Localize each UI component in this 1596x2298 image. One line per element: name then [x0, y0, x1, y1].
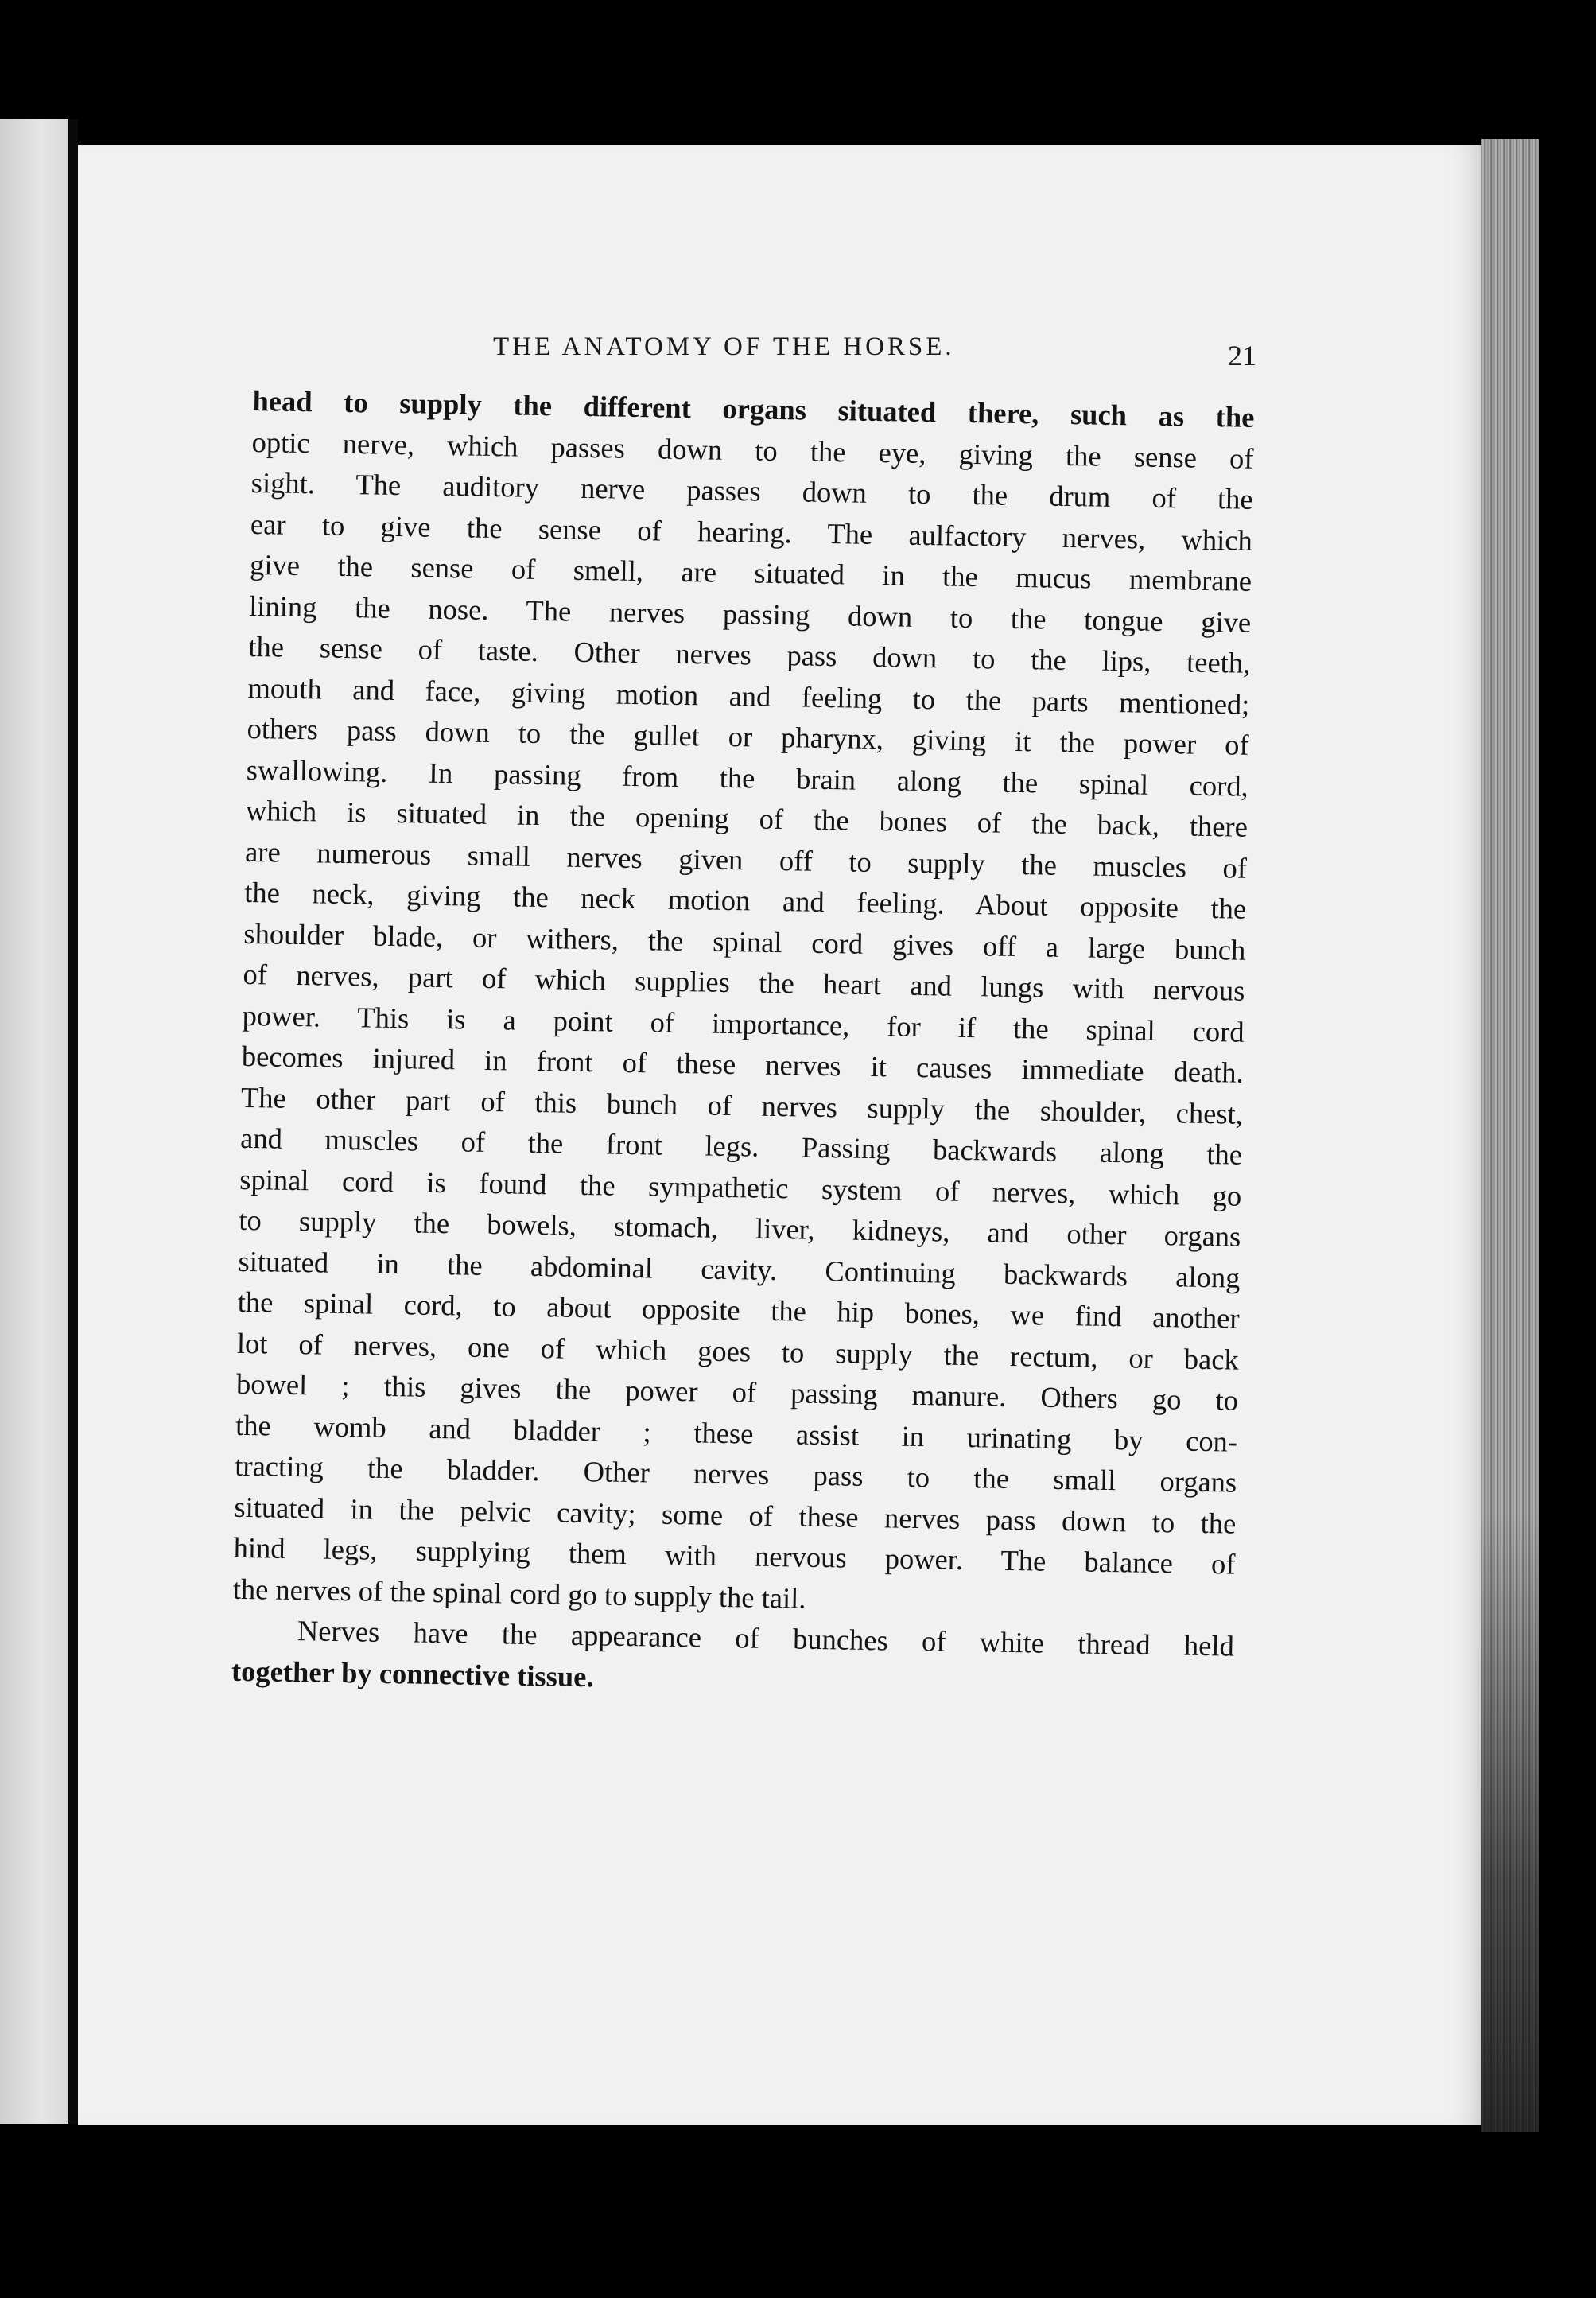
text-line: others pass down to the gullet or pharynx, giving it the power of — [247, 711, 1249, 761]
text-line: the womb and bladder ; these assist in urinating by con- — [235, 1408, 1238, 1458]
text-line: situated in the pelvic cavity; some of these nerves pass down to the — [234, 1490, 1237, 1540]
text-line: shoulder blade, or withers, the spinal cord gives off a large bunch — [243, 916, 1246, 966]
text-line: spinal cord is found the sympathetic system of nerves, which go — [239, 1162, 1242, 1212]
text-line: give the sense of smell, are situated in the mucus membrane — [249, 547, 1252, 597]
text-line: swallowing. In passing from the brain along the spinal cord, — [246, 752, 1249, 803]
text-line: mouth and face, giving motion and feeling to the parts mentioned; — [247, 671, 1250, 721]
text-line: tracting the bladder. Other nerves pass to the small organs — [235, 1448, 1237, 1499]
text-line: the spinal cord, to about opposite the hip bones, we find another — [237, 1285, 1240, 1335]
text-line: lining the nose. The nerves passing down to the tongue give — [248, 589, 1252, 639]
text-line: of nerves, part of which supplies the heart and lungs with nervous — [243, 957, 1245, 1007]
text-line: hind legs, supplying them with nervous power. The balance of — [233, 1530, 1236, 1581]
text-line: bowel ; this gives the power of passing manure. Others go to — [235, 1367, 1239, 1417]
page-number: 21 — [1228, 340, 1256, 371]
text-line: the sense of taste. Other nerves pass down to the lips, teeth, — [248, 629, 1251, 679]
text-line: are numerous small nerves given off to supply the muscles of — [244, 834, 1248, 885]
text-line: sight. The auditory nerve passes down to the drum of the — [250, 465, 1254, 515]
text-line: which is situated in the opening of the bones of the back, there — [245, 793, 1248, 843]
text-line: optic nerve, which passes down to the eye, giving the sense of — [251, 425, 1254, 475]
text-line: together by connective tissue. — [231, 1654, 594, 1693]
text-line: to supply the bowels, stomach, liver, kidneys, and other organs — [239, 1203, 1241, 1253]
text-line: head to supply the different organs situated there, such as the — [252, 383, 1255, 434]
text-line: Nerves have the appearance of bunches of white thread held — [297, 1614, 1235, 1662]
text-line: becomes injured in front of these nerves it causes immediate death. — [241, 1039, 1245, 1089]
text-line: lot of nerves, one of which goes to supply the rectum, or back — [236, 1326, 1240, 1376]
text-line: The other part of this bunch of nerves supply the shoulder, chest, — [240, 1080, 1244, 1130]
text-line: ear to give the sense of hearing. The aulfactory nerves, which — [250, 507, 1253, 557]
body-text — [231, 380, 1255, 1708]
running-head: THE ANATOMY OF THE HORSE. — [493, 332, 955, 361]
fore-edge-shadow — [1481, 1511, 1539, 2132]
text-line: power. This is a point of importance, for if the spinal cord — [242, 998, 1245, 1048]
book-gutter — [68, 119, 78, 2124]
text-line: situated in the abdominal cavity. Continuing backwards along — [238, 1244, 1241, 1294]
facing-page-edge — [0, 119, 68, 2124]
text-line: and muscles of the front legs. Passing backwards along the — [239, 1121, 1243, 1171]
text-line: the nerves of the spinal cord go to supply the tail. — [232, 1572, 806, 1615]
text-line: the neck, giving the neck motion and feeling. About opposite the — [243, 875, 1247, 925]
